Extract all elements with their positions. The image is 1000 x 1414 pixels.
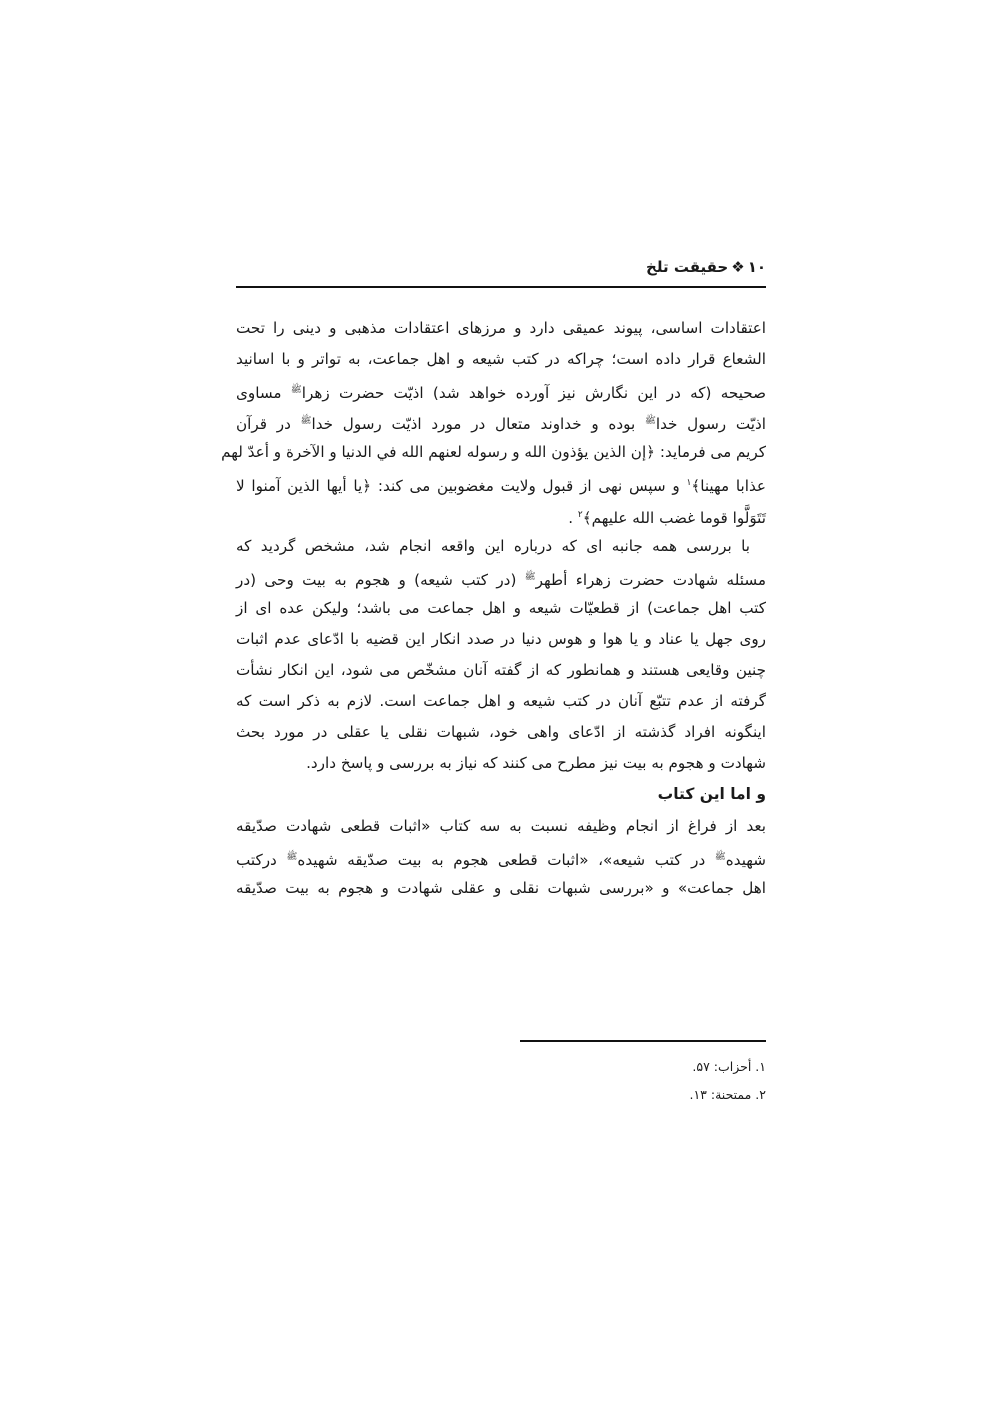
text-line: کریم می فرماید: ﴿إن الذین یؤذون الله و رسوله لعنهم الله في الدنیا و الآخرة و أعدّ لهم <box>221 443 766 462</box>
document-page <box>221 0 767 1414</box>
section-heading: و اما این کتاب <box>657 785 766 804</box>
text-line: کتب اهل جماعت) از قطعیّات شیعه و اهل جماعت می باشد؛ ولیکن عده ای از <box>236 598 766 617</box>
footnote-2: ۲. ممتحنة: ۱۳. <box>689 1087 766 1102</box>
text-line: عذابا مهینا﴾$^۱$ و سپس نهی از قبول ولایت مغضوبین می کند: ﴿یا أیها الذین آمنوا لا <box>236 477 766 496</box>
text-line: صحیحه (که در این نگارش نیز آورده خواهد شد) اذیّت حضرت زهرا$^ﷺ$ مساوی <box>236 384 766 403</box>
book-title: حقیقت تلخ <box>646 258 729 276</box>
text-line: اذیّت رسول خدا$^ﷺ$ بوده و خداوند متعال در مورد اذیّت رسول خدا$^ﷺ$ در قرآن <box>236 415 766 434</box>
footnote-1: ۱. أحزاب: ۵۷. <box>692 1059 766 1074</box>
honorific-icon: ﷺ <box>290 385 302 396</box>
text-line: روی جهل یا عناد و یا هوا و هوس دنیا در صدد انکار این قضیه با ادّعای عدم اثبات <box>236 629 766 648</box>
header-rule <box>236 286 766 288</box>
footnote-ref[interactable]: ۱ <box>686 478 692 489</box>
footnote-ref[interactable]: ۲ <box>577 509 583 520</box>
honorific-icon: ﷺ <box>714 851 726 862</box>
text-line: چنین وقایعی هستند و همانطور که از گفته آنان مشخّص می شود، این انکار نشأت <box>236 661 766 680</box>
text-line: الشعاع قرار داده است؛ چراکه در کتب شیعه و اهل جماعت، به تواتر و با اسانید <box>236 350 766 369</box>
honorific-icon: ﷺ <box>300 416 312 427</box>
text-line: اعتقادات اساسی، پیوند عمیقی دارد و مرزهای اعتقادات مذهبی و دینی را تحت <box>236 319 766 337</box>
page-number: ۱۰ <box>747 258 766 276</box>
text-line: گرفته از عدم تتبّع آنان در کتب شیعه و اهل جماعت است. لازم به ذکر است که <box>236 692 766 711</box>
honorific-icon: ﷺ <box>524 571 536 582</box>
text-line: تَتَوَلَّوا قوما غضب الله علیهم﴾$^۲$ . <box>568 508 766 527</box>
text-line: مسئله شهادت حضرت زهراء أطهر$^ﷺ$ (در کتب شیعه) و هجوم به بیت وحی (در <box>236 570 766 589</box>
ornament-icon: ❖ <box>731 258 745 276</box>
honorific-icon: ﷺ <box>286 851 298 862</box>
honorific-icon: ﷺ <box>644 416 656 427</box>
running-header <box>646 258 766 276</box>
body-text <box>221 313 767 904</box>
footnotes <box>236 1053 766 1109</box>
text-line: اینگونه افراد گذشته از ادّعای واهی خود، شبهات نقلی یا عقلی در مورد بحث <box>236 723 766 742</box>
footnote-rule <box>520 1040 766 1042</box>
text-line: اهل جماعت» و «بررسی شبهات نقلی و عقلی شهادت و هجوم به بیت صدّیقه <box>236 878 766 897</box>
text-line: با بررسی همه جانبه ای که درباره این واقعه انجام شد، مشخص گردید که <box>236 536 750 555</box>
text-line: بعد از فراغ از انجام وظیفه نسبت به سه کتاب «اثبات قطعی شهادت صدّیقه <box>236 816 766 835</box>
text-line: شهیده$^ﷺ$ در کتب شیعه»، «اثبات قطعی هجوم به بیت صدّیقه شهیده$^ﷺ$ درکتب <box>236 850 767 869</box>
text-line: شهادت و هجوم به بیت نیز مطرح می کنند که نیاز به بررسی و پاسخ دارد. <box>306 754 766 773</box>
